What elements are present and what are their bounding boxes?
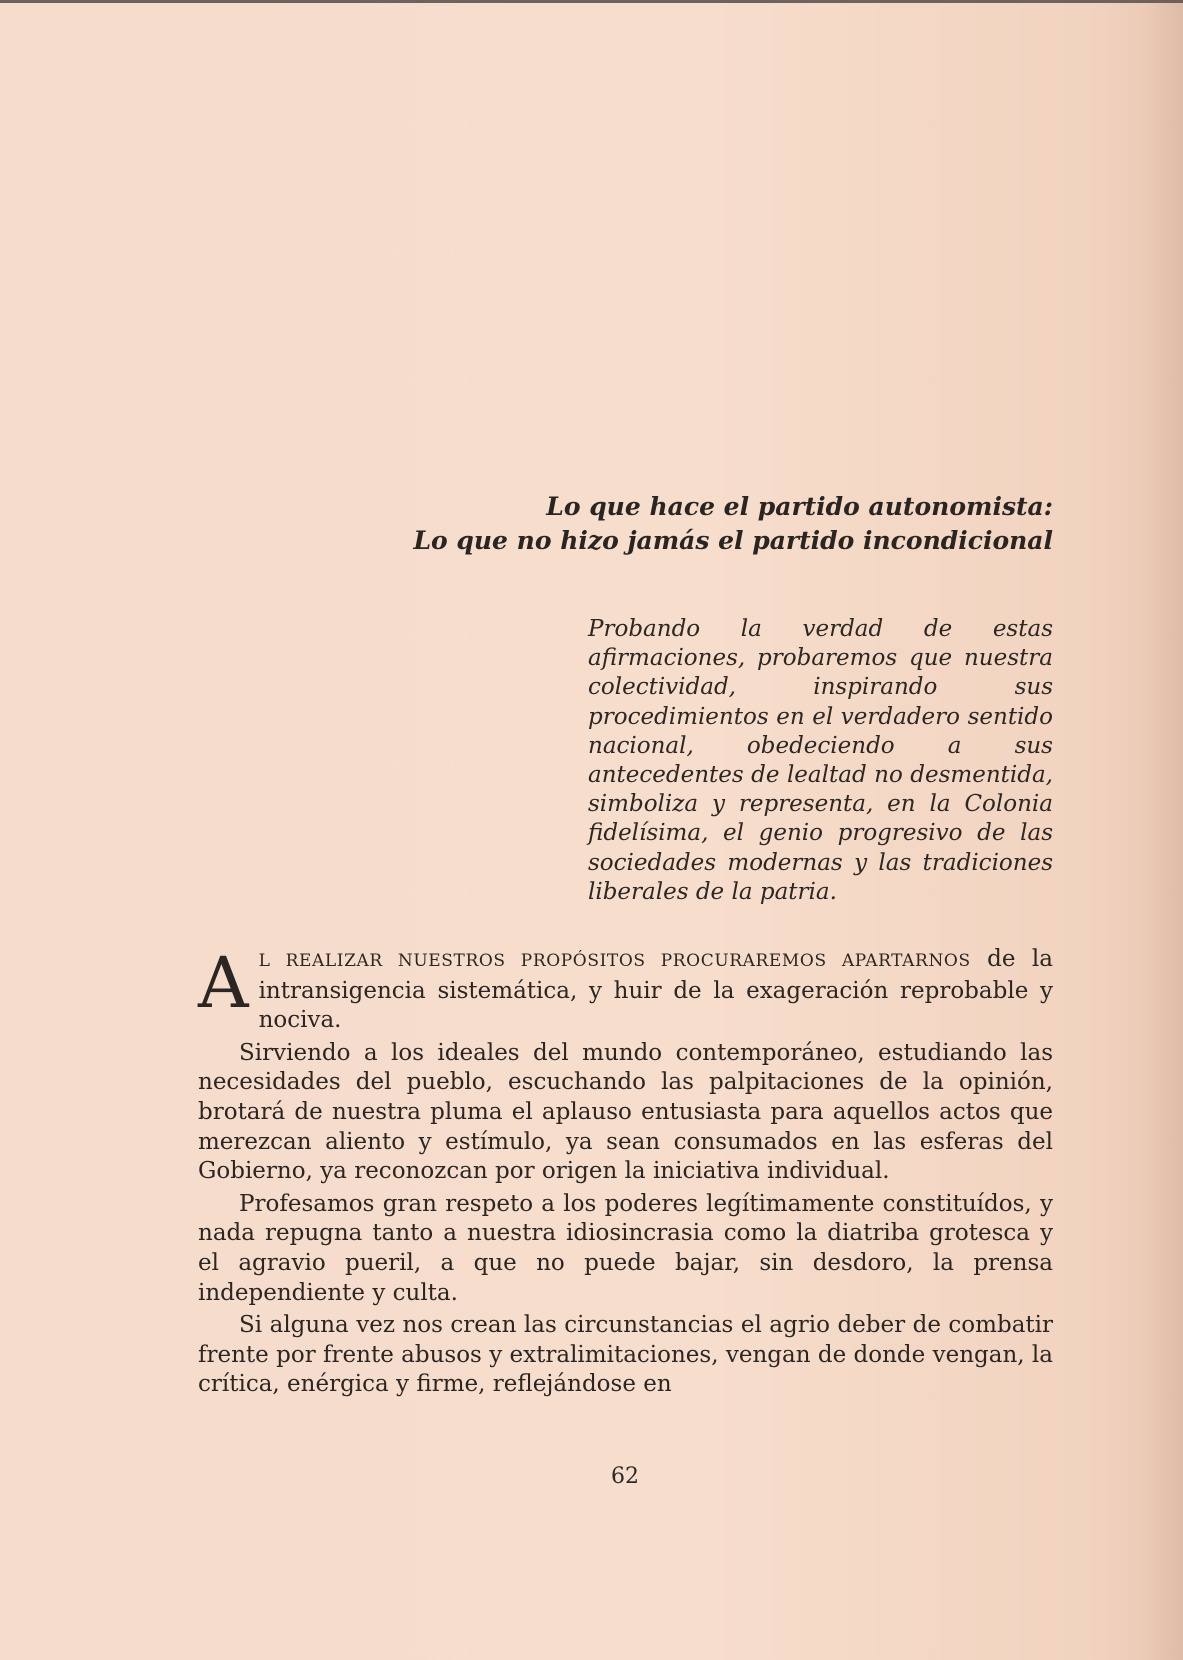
page-top-edge <box>0 0 1183 3</box>
paragraph-2: Profesamos gran respeto a los poderes legítimamente constituídos, y nada repugna tanto a nuestra idiosincrasia como la diatriba grotesca y el agravio pueril, a que no puede bajar, sin desdoro, la prensa independiente y culta. <box>198 1190 1053 1306</box>
body-text <box>198 942 1053 1400</box>
epigraph: Probando la verdad de estas afirmaciones, probaremos que nuestra colectividad, inspirando sus procedimientos en el verdadero sentido nacional, obedeciendo a sus antecedentes de lealtad no desmentida, simboliza y representa, en la Colonia fidelísima, el genio progresivo de las sociedades modernas y las tradiciones liberales de la patria. <box>588 616 1053 905</box>
section-title <box>413 490 1053 558</box>
first-paragraph-smallcaps: L REALIZAR NUESTROS PROPÓSITOS PROCURAREMOS APARTARNOS <box>258 951 971 971</box>
title-line-1: Lo que hace el partido autonomista: <box>546 492 1053 521</box>
page-right-shadow <box>1143 0 1183 1660</box>
paragraph-3: Si alguna vez nos crean las circunstancias el agrio deber de combatir frente por frente abusos y extralimitaciones, vengan de donde vengan, la crítica, enérgica y firme, reflejándose en <box>198 1312 1053 1398</box>
paragraph-1: Sirviendo a los ideales del mundo contemporáneo, estudiando las necesidades del pueblo, escuchando las palpitaciones de la opinión, brotará de nuestra pluma el aplauso entusiasta para aquellos actos que merezcan aliento y estímulo, ya sean consumados en las esferas del Gobierno, ya reconozcan por origen la iniciativa individual. <box>198 1039 1053 1185</box>
first-paragraph-rest: de la intransigencia sistemática, y huir de la exageración reprobable y nociva. <box>258 946 1053 1034</box>
drop-cap: A <box>198 942 249 1024</box>
title-line-2: Lo que no hizo jamás el partido incondicional <box>413 526 1053 555</box>
page-number: 62 <box>611 1464 639 1489</box>
first-paragraph <box>198 942 1053 1036</box>
